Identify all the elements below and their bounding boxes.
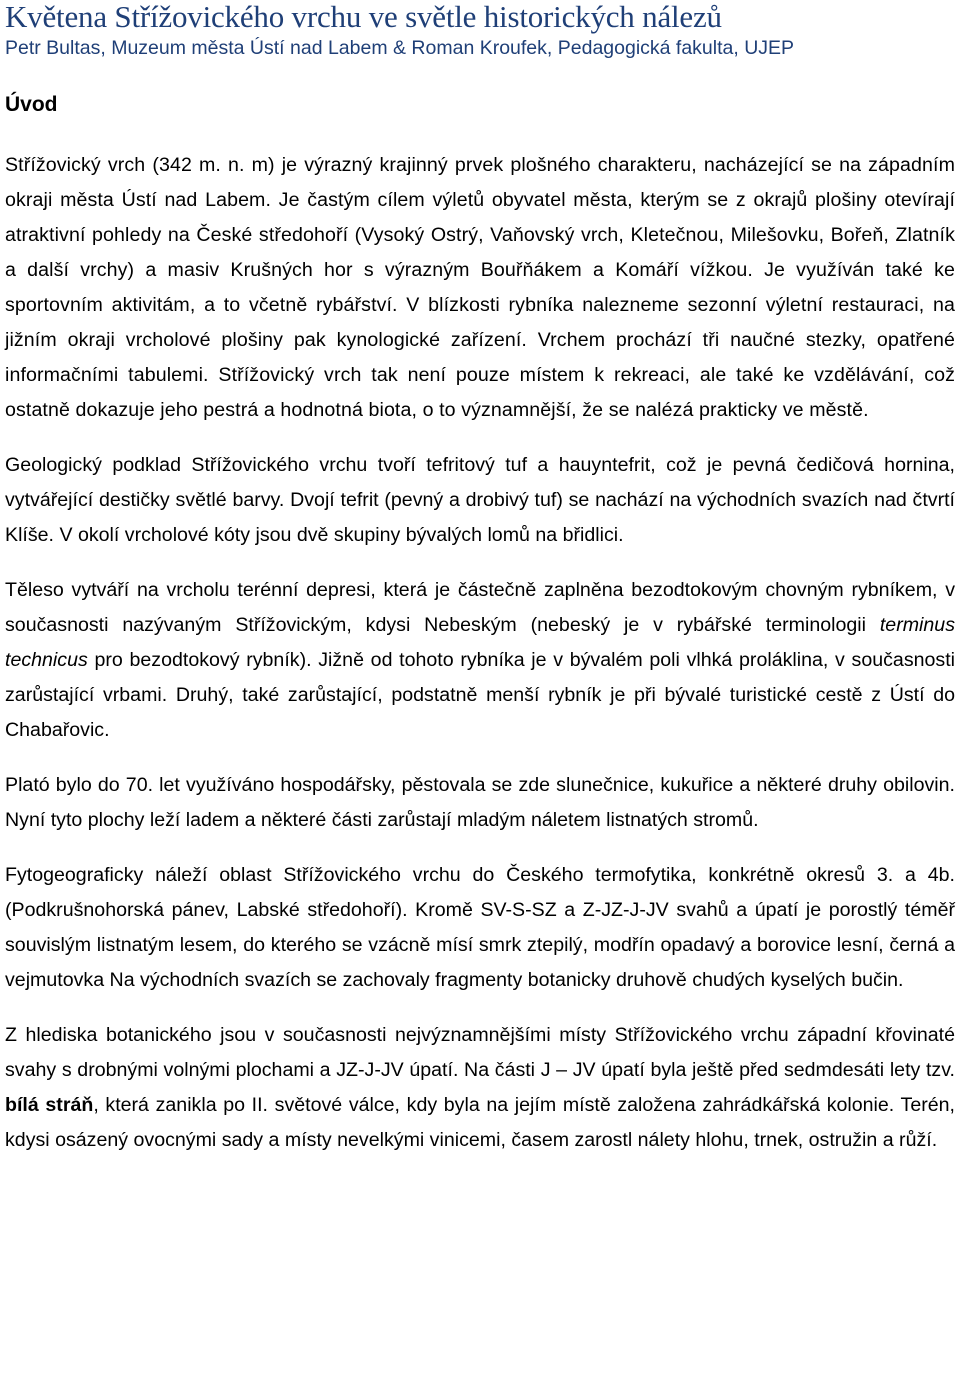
paragraph-botany-text-2: , která zanikla po II. světové válce, kdy byla na jejím místě založena zahrádkářská kolonie. Terén, kdysi osázený ovocnými sady a místy nevelkými vinicemi, časem zarostl nálety hlohu, trnek, ostružin a růží. <box>5 1094 955 1151</box>
paragraph-phytogeography: Fytogeograficky náleží oblast Střížovického vrchu do Českého termofytika, konkrétně okresů 3. a 4b. (Podkrušnohorská pánev, Labské středohoří). Kromě SV-S-SZ a Z-JZ-J-JV svahů a úpatí je porostlý téměř souvislým listnatým lesem, do kterého se vzácně mísí smrk ztepilý, modřín opadavý a borovice lesní, černá a vejmutovka Na východních svazích se zachovaly fragmenty botanicky druhově chudých kyselých bučin. <box>5 864 955 991</box>
bold-term: bílá stráň <box>5 1094 94 1116</box>
paragraph-pond-text-1: Těleso vytváří na vrcholu terénní depresi, která je částečně zaplněna bezodtokovým chovným rybníkem, v současnosti nazývaným Střížovickým, kdysi Nebeským (nebeský je v rybářské terminologii <box>5 579 955 636</box>
paragraph-pond <box>5 573 955 748</box>
italic-term: terminus technicus <box>5 614 955 671</box>
paragraph-botany-text-1: Z hlediska botanického jsou v současnosti nejvýznamnějšími místy Střížovického vrchu západní křovinaté svahy s drobnými volnými plochami a JZ-J-JV úpatí. Na části J – JV úpatí byla ještě před sedmdesáti lety tzv. <box>5 1024 955 1081</box>
paragraph-intro: Střížovický vrch (342 m. n. m) je výrazný krajinný prvek plošného charakteru, nacházející se na západním okraji města Ústí nad Labem. Je častým cílem výletů obyvatel města, kterým se z okrajů plošiny otevírají atraktivní pohledy na České středohoří (Vysoký Ostrý, Vaňovský vrch, Kletečnou, Milešovku, Bořeň, Zlatník a další vrchy) a masiv Krušných hor s výrazným Bouřňákem a Komáří vížkou. Je využíván také ke sportovním aktivitám, a to včetně rybářství. V blízkosti rybníka nalezneme sezonní výletní restauraci, na jižním okraji vrcholové plošiny pak kynologické zařízení. Vrchem prochází tři naučné stezky, opatřené informačními tabulemi. Střížovický vrch tak není pouze místem k rekreaci, ale také ke vzdělávání, což ostatně dokazuje jeho pestrá a hodnotná biota, o to významnější, že se nalézá prakticky ve městě. <box>5 154 955 421</box>
paragraph-botany <box>5 1018 955 1158</box>
paragraph-geology: Geologický podklad Střížovického vrchu tvoří tefritový tuf a hauyntefrit, což je pevná čedičová hornina, vytvářející destičky světlé barvy. Dvojí tefrit (pevný a drobivý tuf) se nachází na východních svazích nad čtvrtí Klíše. V okolí vrcholové kóty jsou dvě skupiny bývalých lomů na břidlici. <box>5 454 955 546</box>
section-heading: Úvod <box>5 93 58 116</box>
document-title: Květena Střížovického vrchu ve světle historických nálezů <box>5 0 722 34</box>
paragraph-pond-text-2: pro bezodtokový rybník). Jižně od tohoto rybníka je v bývalém poli vlhká proláklina, v současnosti zarůstající vrbami. Druhý, také zarůstající, podstatně menší rybník je při bývalé turistické cestě z Ústí do Chabařovic. <box>5 649 955 741</box>
document-authors: Petr Bultas, Muzeum města Ústí nad Labem & Roman Kroufek, Pedagogická fakulta, UJEP <box>5 37 795 59</box>
paragraph-plateau: Plató bylo do 70. let využíváno hospodářsky, pěstovala se zde slunečnice, kukuřice a některé druhy obilovin. Nyní tyto plochy leží ladem a některé části zarůstají mladým náletem listnatých stromů. <box>5 774 955 831</box>
